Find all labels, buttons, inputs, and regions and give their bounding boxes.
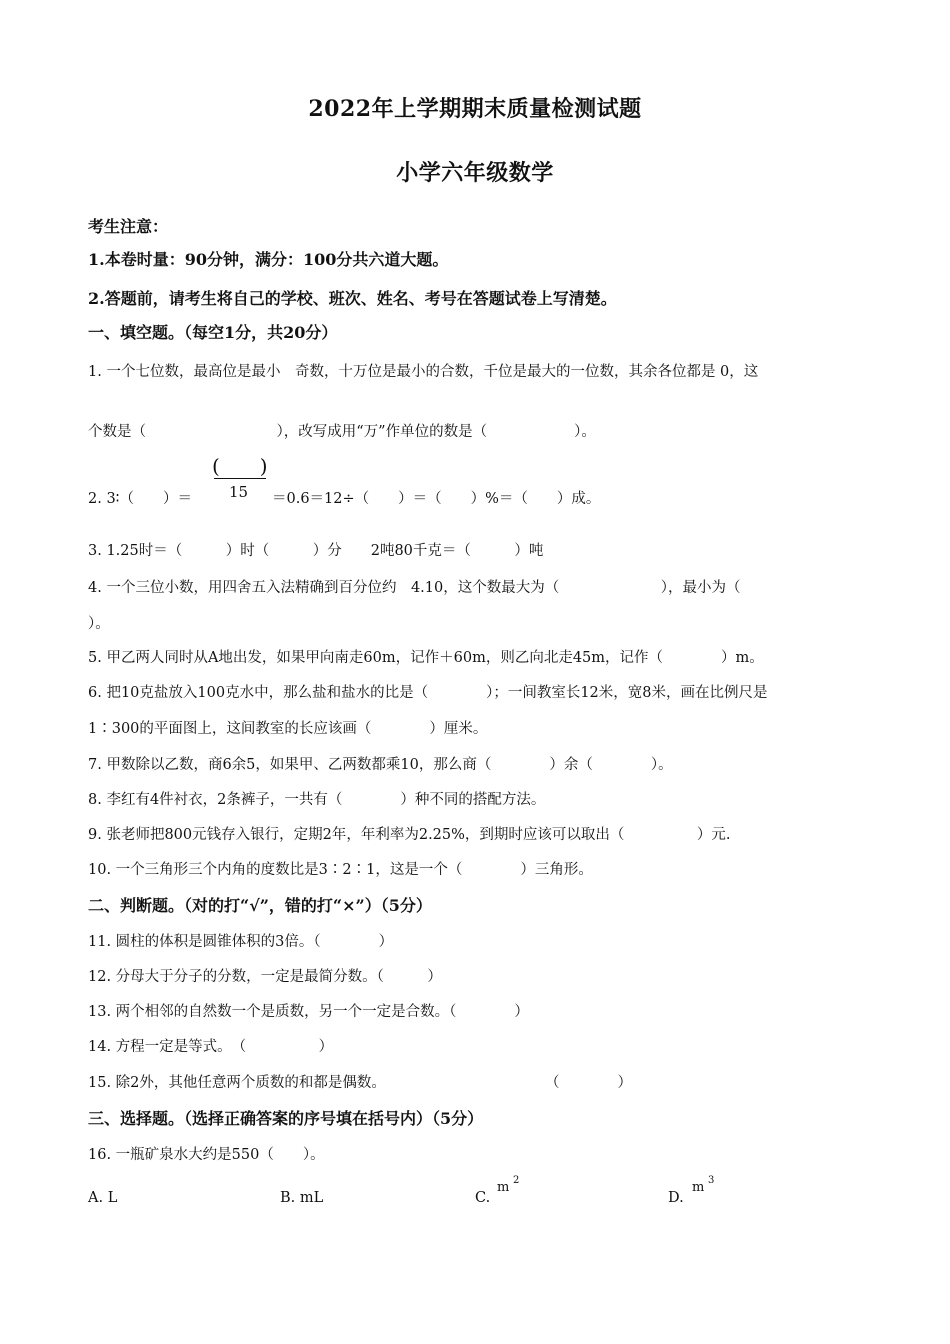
notice-item-1: 1.本卷时量：90分钟，满分：100分共六道大题。 — [88, 250, 449, 269]
option-d-label: D. — [668, 1190, 684, 1206]
question-12: 12. 分母大于分子的分数，一定是最简分数。（ ） — [88, 969, 442, 985]
question-2-prefix: 2. 3∶（ ）＝ — [88, 491, 192, 507]
section-2-heading: 二、判断题。（对的打“√”，错的打“×”）（5分） — [88, 896, 432, 915]
question-2-fraction-bar — [214, 478, 266, 479]
question-6-line-2: 1∶300的平面图上，这间教室的长应该画（ ）厘米。 — [88, 721, 488, 737]
question-15-answer-paren: （ ） — [545, 1075, 632, 1091]
question-1-line-2: 个数是（ ），改写成用“万”作单位的数是（ ）。 — [88, 424, 596, 440]
section-1-heading: 一、填空题。（每空1分，共20分） — [88, 323, 338, 342]
question-4-line-2: ）。 — [88, 616, 110, 632]
question-13: 13. 两个相邻的自然数一个是质数，另一个一定是合数。（ ） — [88, 1004, 529, 1020]
question-3: 3. 1.25时＝（ ）时（ ）分 2吨80千克＝（ ）吨 — [88, 543, 544, 559]
question-5: 5. 甲乙两人同时从A地出发，如果甲向南走60m，记作＋60m，则乙向北走45m，记作（ ）m。 — [88, 650, 764, 666]
section-3-heading: 三、选择题。（选择正确答案的序号填在括号内）（5分） — [88, 1109, 484, 1128]
question-9: 9. 张老师把800元钱存入银行，定期2年，年利率为2.25%，到期时应该可以取出（ ）元. — [88, 827, 731, 843]
question-6-line-1: 6. 把10克盐放入100克水中，那么盐和盐水的比是（ ）；一间教室长12米，宽8米，画在比例尺是 — [88, 685, 768, 701]
question-2-fraction-denominator: 15 — [229, 483, 249, 501]
question-15: 15. 除2外，其他任意两个质数的和都是偶数。 — [88, 1075, 386, 1091]
option-d-unit: m — [692, 1180, 705, 1195]
notice-item-2: 2.答题前，请考生将自己的学校、班次、姓名、考号在答题试卷上写清楚。 — [88, 289, 617, 308]
question-2-fraction-numerator: ( ) — [212, 454, 268, 478]
option-c-unit: m — [497, 1180, 510, 1195]
notice-heading: 考生注意： — [88, 217, 169, 236]
question-10: 10. 一个三角形三个内角的度数比是3∶2∶1，这是一个（ ）三角形。 — [88, 862, 593, 878]
question-11: 11. 圆柱的体积是圆锥体积的3倍。（ ） — [88, 934, 394, 950]
option-b: B. mL — [280, 1190, 324, 1206]
option-c-exponent: 2 — [513, 1175, 520, 1186]
question-14: 14. 方程一定是等式。 （ ） — [88, 1039, 334, 1055]
exam-title: 2022年上学期期末质量检测试题 — [308, 96, 642, 122]
exam-subtitle: 小学六年级数学 — [396, 160, 554, 186]
option-a: A. L — [88, 1190, 118, 1206]
question-7: 7. 甲数除以乙数，商6余5，如果甲、乙两数都乘10，那么商（ ）余（ ）。 — [88, 757, 673, 773]
question-8: 8. 李红有4件衬衣，2条裤子，一共有（ ）种不同的搭配方法。 — [88, 792, 546, 808]
option-c-label: C. — [475, 1190, 491, 1206]
question-1-line-1: 1. 一个七位数，最高位是最小 奇数，十万位是最小的合数，千位是最大的一位数，其余各位都是 0，这 — [88, 364, 759, 380]
option-d-exponent: 3 — [708, 1175, 715, 1186]
question-16: 16. 一瓶矿泉水大约是550（ ）。 — [88, 1147, 325, 1163]
question-4-line-1: 4. 一个三位小数，用四舍五入法精确到百分位约 4.10，这个数最大为（ ），最小为（ — [88, 580, 741, 596]
question-2-suffix: ＝0.6＝12÷（ ）＝（ ）%＝（ ）成。 — [272, 491, 601, 507]
